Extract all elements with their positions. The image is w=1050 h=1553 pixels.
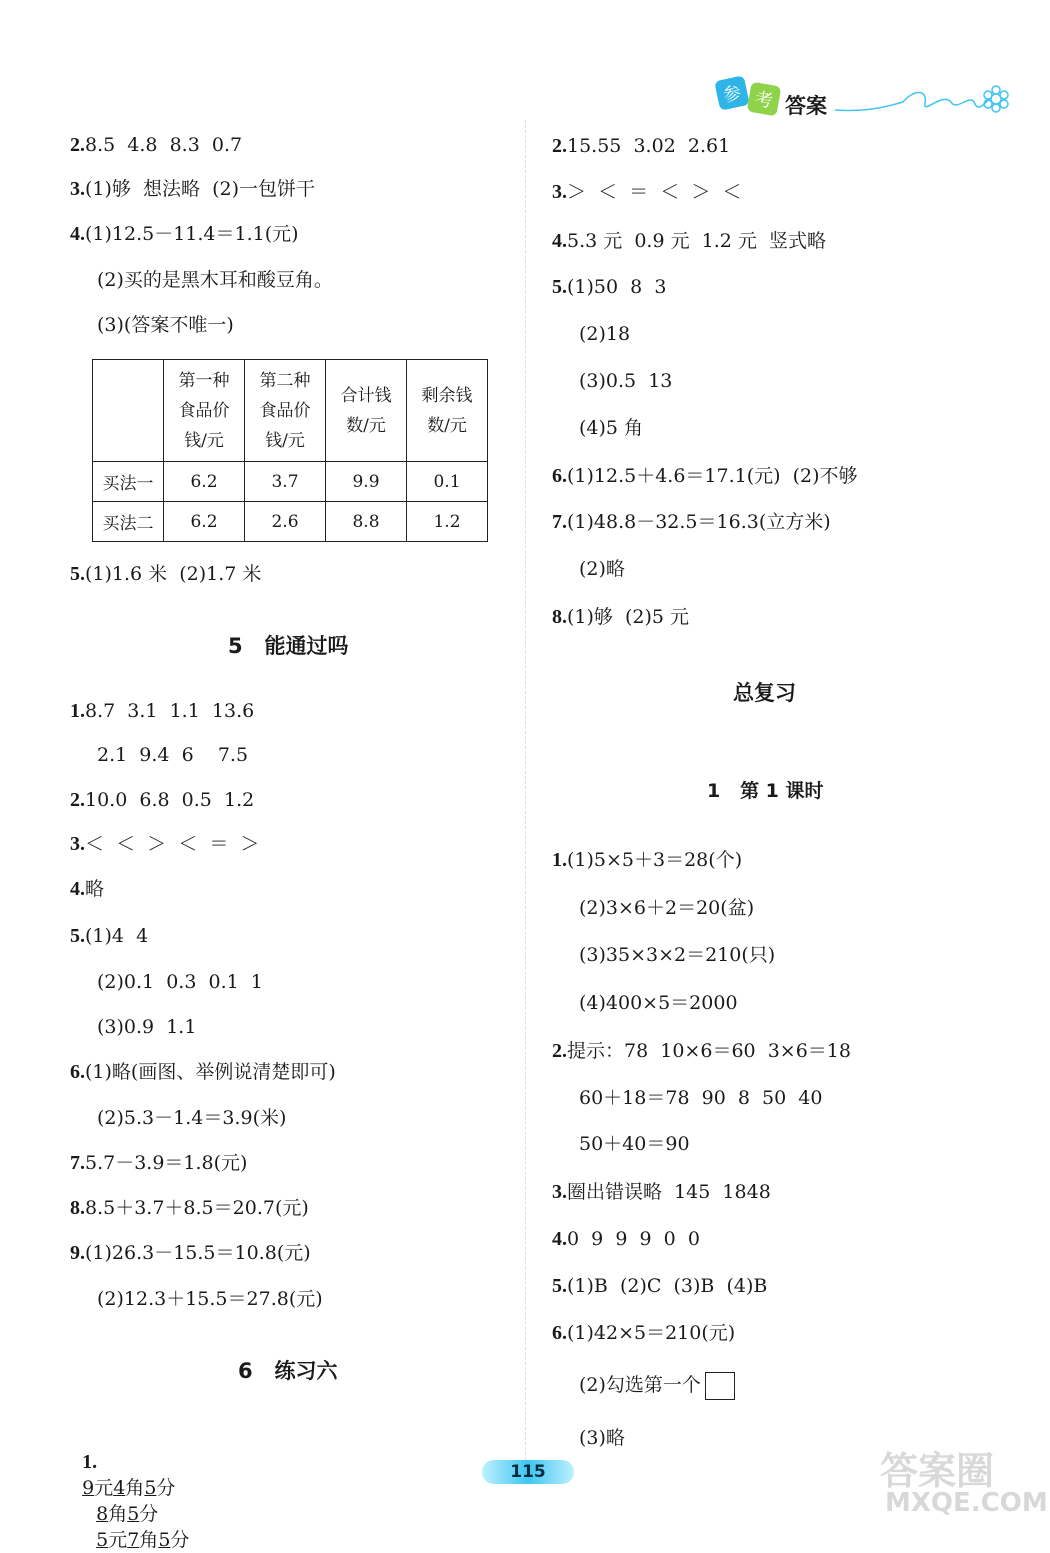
- answer-line: 8.(1)够 (2)5 元: [552, 606, 690, 628]
- empty-checkbox-icon: [705, 1372, 735, 1400]
- answer-line: 1.8.7 3.1 1.1 13.6: [70, 700, 255, 722]
- answer-line: 7.(1)48.8－32.5＝16.3(立方米): [552, 511, 831, 533]
- answer-line: (2)5.3－1.4＝3.9(米): [97, 1107, 287, 1129]
- answer-line: (2)勾选第一个: [579, 1372, 735, 1400]
- table-row: 买法二 6.2 2.6 8.8 1.2: [93, 502, 488, 542]
- answer-line: 3.(1)够 想法略 (2)一包饼干: [70, 178, 315, 200]
- header: [715, 78, 1015, 118]
- answer-line: 1.(1)5×5＋3＝28(个): [552, 849, 743, 871]
- answer-line: 9.(1)26.3－15.5＝10.8(元): [70, 1242, 311, 1264]
- header-title: 答案: [785, 94, 827, 118]
- answer-line: (2)12.3＋15.5＝27.8(元): [97, 1288, 323, 1310]
- answer-line: 60＋18＝78 90 8 50 40: [579, 1087, 823, 1109]
- watermark-logo: 答案圈: [880, 1449, 995, 1493]
- table-header-cell: 剩余钱 数/元: [407, 360, 488, 462]
- answer-line: 2.1 9.4 6 7.5: [97, 744, 249, 766]
- answer-line: (3)0.9 1.1: [97, 1016, 197, 1038]
- swirl-decoration-icon: [833, 82, 1013, 116]
- answer-line: (2)略: [579, 558, 625, 580]
- answer-line: 5.(1)B (2)C (3)B (4)B: [552, 1275, 768, 1297]
- answer-line: 5.(1)4 4: [70, 925, 149, 947]
- table-row: 买法一 6.2 3.7 9.9 0.1: [93, 462, 488, 502]
- badge-can: 参: [714, 75, 750, 111]
- table-header-cell: 第一种 食品价 钱/元: [164, 360, 245, 462]
- section-heading: 5 能通过吗: [228, 634, 349, 658]
- answer-line: (2)买的是黑木耳和酸豆角。: [97, 269, 333, 291]
- answer-line: (2)18: [579, 323, 631, 345]
- answer-line: 3.＜ ＜ ＞ ＜ ＝ ＞: [70, 833, 260, 855]
- flower-icon: [984, 86, 1008, 112]
- answer-line: 5.(1)50 8 3: [552, 276, 667, 298]
- answer-line: (3)0.5 13: [579, 370, 673, 392]
- answer-line: (4)400×5＝2000: [579, 992, 738, 1014]
- answer-table: [92, 359, 488, 542]
- answer-line: 4.(1)12.5－11.4＝1.1(元): [70, 223, 299, 245]
- answer-line: 5.(1)1.6 米 (2)1.7 米: [70, 563, 262, 585]
- table-header-cell: 第二种 食品价 钱/元: [245, 360, 326, 462]
- section-heading: 6 练习六: [238, 1359, 338, 1383]
- answer-line: 7.5.7－3.9＝1.8(元): [70, 1152, 248, 1174]
- answer-line: 3.圈出错误略 145 1848: [552, 1181, 771, 1203]
- answer-line: 4.0 9 9 9 0 0: [552, 1228, 700, 1250]
- answer-line: (3)略: [579, 1427, 625, 1449]
- answer-line: 8.8.5＋3.7＋8.5＝20.7(元): [70, 1197, 309, 1219]
- answer-line: 2.15.55 3.02 2.61: [552, 135, 731, 157]
- answer-line: 6.(1)42×5＝210(元): [552, 1322, 736, 1344]
- answer-line: 6.(1)略(画图、举例说清楚即可): [70, 1061, 336, 1083]
- answer-line: 1. 9元4角5分 8角5分 5元7角5分: [82, 1451, 190, 1551]
- answer-line: 2.提示：78 10×6＝60 3×6＝18: [552, 1040, 851, 1062]
- section-heading: 1 第 1 课时: [707, 780, 824, 802]
- page-number: 115: [482, 1460, 574, 1484]
- answer-line: (4)5 角: [579, 417, 644, 439]
- answer-line: (3)35×3×2＝210(只): [579, 944, 776, 966]
- watermark-url: MXQE.COM: [885, 1488, 1048, 1518]
- answer-line: (3)(答案不唯一): [97, 314, 234, 336]
- answer-line: 4.5.3 元 0.9 元 1.2 元 竖式略: [552, 230, 827, 252]
- section-heading: 总复习: [733, 681, 796, 705]
- answer-line: 4.略: [70, 878, 105, 900]
- answer-line: 2.10.0 6.8 0.5 1.2: [70, 789, 255, 811]
- column-divider: [525, 120, 526, 1470]
- answer-line: 2.8.5 4.8 8.3 0.7: [70, 134, 243, 156]
- table-header-cell: 合计钱 数/元: [326, 360, 407, 462]
- badge-kao: 考: [747, 82, 782, 117]
- answer-line: (2)3×6＋2＝20(盆): [579, 897, 755, 919]
- answer-line: 50＋40＝90: [579, 1133, 690, 1155]
- answer-line: (2)0.1 0.3 0.1 1: [97, 971, 263, 993]
- table-header-cell: [93, 360, 164, 462]
- answer-line: 6.(1)12.5＋4.6＝17.1(元) (2)不够: [552, 465, 858, 487]
- answer-line: 3.＞ ＜ ＝ ＜ ＞ ＜: [552, 181, 742, 203]
